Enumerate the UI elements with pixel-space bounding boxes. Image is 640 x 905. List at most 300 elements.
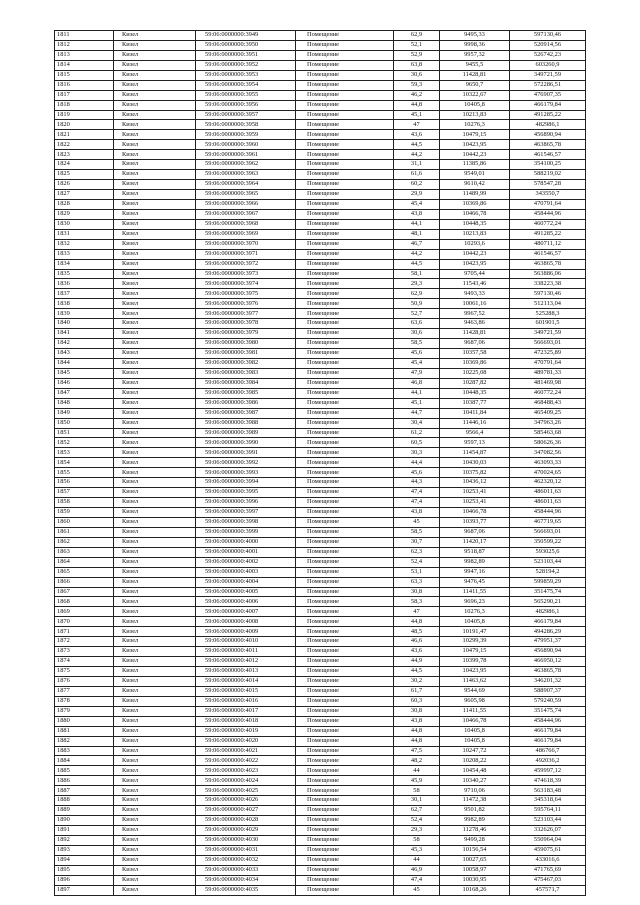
area-cell: 44,2 xyxy=(394,150,440,160)
row-number: 1842 xyxy=(55,339,114,349)
area-cell: 62,9 xyxy=(394,31,440,41)
table-row xyxy=(55,289,586,299)
city-cell: Кизел xyxy=(114,80,196,90)
table-row xyxy=(55,776,586,786)
object-type-cell: Помещение xyxy=(296,517,394,527)
city-cell: Кизел xyxy=(114,478,196,488)
table-row xyxy=(55,577,586,587)
cadastral-value-cell: 525288,3 xyxy=(510,309,586,319)
row-number: 1896 xyxy=(55,875,114,885)
table-row xyxy=(55,170,586,180)
price-per-sqm-cell: 11489,99 xyxy=(440,190,510,200)
row-number: 1883 xyxy=(55,746,114,756)
cadastral-number-cell: 59:06:0000000:3959 xyxy=(196,130,296,140)
price-per-sqm-cell: 9597,13 xyxy=(440,438,510,448)
cadastral-number-cell: 59:06:0000000:3987 xyxy=(196,408,296,418)
cadastral-number-cell: 59:06:0000000:3995 xyxy=(196,488,296,498)
row-number: 1849 xyxy=(55,408,114,418)
area-cell: 60,2 xyxy=(394,180,440,190)
price-per-sqm-cell: 10466,78 xyxy=(440,716,510,726)
object-type-cell: Помещение xyxy=(296,627,394,637)
table-row xyxy=(55,617,586,627)
cadastral-value-cell: 347963,26 xyxy=(510,418,586,428)
row-number: 1873 xyxy=(55,647,114,657)
cadastral-number-cell: 59:06:0000000:3968 xyxy=(196,219,296,229)
city-cell: Кизел xyxy=(114,170,196,180)
area-cell: 44 xyxy=(394,855,440,865)
city-cell: Кизел xyxy=(114,31,196,41)
price-per-sqm-cell: 10299,39 xyxy=(440,637,510,647)
row-number: 1852 xyxy=(55,438,114,448)
table-row xyxy=(55,468,586,478)
object-type-cell: Помещение xyxy=(296,319,394,329)
table-row xyxy=(55,229,586,239)
row-number: 1876 xyxy=(55,676,114,686)
object-type-cell: Помещение xyxy=(296,70,394,80)
object-type-cell: Помещение xyxy=(296,766,394,776)
cadastral-number-cell: 59:06:0000000:3986 xyxy=(196,398,296,408)
cadastral-number-cell: 59:06:0000000:3983 xyxy=(196,368,296,378)
area-cell: 45,4 xyxy=(394,358,440,368)
object-type-cell: Помещение xyxy=(296,259,394,269)
area-cell: 46,2 xyxy=(394,90,440,100)
city-cell: Кизел xyxy=(114,865,196,875)
city-cell: Кизел xyxy=(114,547,196,557)
cadastral-number-cell: 59:06:0000000:4002 xyxy=(196,557,296,567)
city-cell: Кизел xyxy=(114,468,196,478)
cadastral-value-cell: 461546,57 xyxy=(510,249,586,259)
cadastral-value-cell: 458444,96 xyxy=(510,716,586,726)
object-type-cell: Помещение xyxy=(296,428,394,438)
cadastral-value-cell: 351475,74 xyxy=(510,587,586,597)
price-per-sqm-cell: 10423,95 xyxy=(440,140,510,150)
table-row xyxy=(55,696,586,706)
area-cell: 47,5 xyxy=(394,746,440,756)
price-per-sqm-cell: 10430,03 xyxy=(440,458,510,468)
table-row xyxy=(55,90,586,100)
table-row xyxy=(55,746,586,756)
cadastral-number-cell: 59:06:0000000:3980 xyxy=(196,339,296,349)
cadastral-number-cell: 59:06:0000000:4030 xyxy=(196,835,296,845)
cadastral-number-cell: 59:06:0000000:3974 xyxy=(196,279,296,289)
cadastral-number-cell: 59:06:0000000:3998 xyxy=(196,517,296,527)
price-per-sqm-cell: 10423,95 xyxy=(440,259,510,269)
cadastral-value-cell: 528194,2 xyxy=(510,567,586,577)
cadastral-value-cell: 565290,21 xyxy=(510,597,586,607)
price-per-sqm-cell: 10369,86 xyxy=(440,358,510,368)
object-type-cell: Помещение xyxy=(296,289,394,299)
table-row xyxy=(55,140,586,150)
object-type-cell: Помещение xyxy=(296,617,394,627)
price-per-sqm-cell: 9650,7 xyxy=(440,80,510,90)
table-row xyxy=(55,706,586,716)
area-cell: 44,8 xyxy=(394,100,440,110)
row-number: 1890 xyxy=(55,816,114,826)
row-number: 1853 xyxy=(55,448,114,458)
object-type-cell: Помещение xyxy=(296,458,394,468)
row-number: 1869 xyxy=(55,607,114,617)
object-type-cell: Помещение xyxy=(296,696,394,706)
row-number: 1827 xyxy=(55,190,114,200)
city-cell: Кизел xyxy=(114,130,196,140)
row-number: 1881 xyxy=(55,726,114,736)
area-cell: 31,1 xyxy=(394,160,440,170)
price-per-sqm-cell: 9696,23 xyxy=(440,597,510,607)
table-row xyxy=(55,269,586,279)
city-cell: Кизел xyxy=(114,657,196,667)
price-per-sqm-cell: 10030,95 xyxy=(440,875,510,885)
row-number: 1877 xyxy=(55,686,114,696)
table-row xyxy=(55,368,586,378)
cadastral-number-cell: 59:06:0000000:4024 xyxy=(196,776,296,786)
city-cell: Кизел xyxy=(114,835,196,845)
area-cell: 44,1 xyxy=(394,388,440,398)
price-per-sqm-cell: 10156,54 xyxy=(440,845,510,855)
row-number: 1843 xyxy=(55,349,114,359)
price-per-sqm-cell: 10442,23 xyxy=(440,150,510,160)
row-number: 1834 xyxy=(55,259,114,269)
cadastral-number-cell: 59:06:0000000:4000 xyxy=(196,537,296,547)
cadastral-value-cell: 470791,64 xyxy=(510,358,586,368)
city-cell: Кизел xyxy=(114,716,196,726)
cadastral-value-cell: 492036,2 xyxy=(510,756,586,766)
cadastral-number-cell: 59:06:0000000:3958 xyxy=(196,120,296,130)
cadastral-number-cell: 59:06:0000000:3975 xyxy=(196,289,296,299)
cadastral-value-cell: 457571,7 xyxy=(510,885,586,895)
object-type-cell: Помещение xyxy=(296,249,394,259)
object-type-cell: Помещение xyxy=(296,706,394,716)
object-type-cell: Помещение xyxy=(296,776,394,786)
cadastral-value-cell: 486766,7 xyxy=(510,746,586,756)
table-row xyxy=(55,100,586,110)
object-type-cell: Помещение xyxy=(296,398,394,408)
cadastral-value-cell: 472325,89 xyxy=(510,349,586,359)
table-row xyxy=(55,766,586,776)
cadastral-value-cell: 466179,84 xyxy=(510,100,586,110)
object-type-cell: Помещение xyxy=(296,498,394,508)
cadastral-number-cell: 59:06:0000000:3950 xyxy=(196,40,296,50)
row-number: 1879 xyxy=(55,706,114,716)
table-row xyxy=(55,786,586,796)
cadastral-value-cell: 463865,78 xyxy=(510,140,586,150)
row-number: 1831 xyxy=(55,229,114,239)
city-cell: Кизел xyxy=(114,229,196,239)
city-cell: Кизел xyxy=(114,696,196,706)
price-per-sqm-cell: 9463,86 xyxy=(440,319,510,329)
area-cell: 43,8 xyxy=(394,716,440,726)
cadastral-number-cell: 59:06:0000000:3961 xyxy=(196,150,296,160)
price-per-sqm-cell: 10393,77 xyxy=(440,517,510,527)
object-type-cell: Помещение xyxy=(296,667,394,677)
object-type-cell: Помещение xyxy=(296,468,394,478)
table-row xyxy=(55,756,586,766)
object-type-cell: Помещение xyxy=(296,130,394,140)
city-cell: Кизел xyxy=(114,498,196,508)
table-row xyxy=(55,239,586,249)
city-cell: Кизел xyxy=(114,259,196,269)
row-number: 1839 xyxy=(55,309,114,319)
cadastral-number-cell: 59:06:0000000:3989 xyxy=(196,428,296,438)
city-cell: Кизел xyxy=(114,845,196,855)
area-cell: 30,2 xyxy=(394,676,440,686)
cadastral-value-cell: 523103,44 xyxy=(510,557,586,567)
object-type-cell: Помещение xyxy=(296,557,394,567)
cadastral-value-cell: 563183,48 xyxy=(510,786,586,796)
cadastral-value-cell: 486011,63 xyxy=(510,498,586,508)
price-per-sqm-cell: 10479,15 xyxy=(440,647,510,657)
city-cell: Кизел xyxy=(114,100,196,110)
city-cell: Кизел xyxy=(114,726,196,736)
area-cell: 50,9 xyxy=(394,299,440,309)
area-cell: 43,6 xyxy=(394,647,440,657)
object-type-cell: Помещение xyxy=(296,219,394,229)
price-per-sqm-cell: 11420,17 xyxy=(440,537,510,547)
object-type-cell: Помещение xyxy=(296,756,394,766)
object-type-cell: Помещение xyxy=(296,547,394,557)
price-per-sqm-cell: 10479,15 xyxy=(440,130,510,140)
table-row xyxy=(55,587,586,597)
table-row xyxy=(55,647,586,657)
row-number: 1829 xyxy=(55,209,114,219)
area-cell: 45,3 xyxy=(394,845,440,855)
cadastral-number-cell: 59:06:0000000:3985 xyxy=(196,388,296,398)
cadastral-value-cell: 456890,94 xyxy=(510,647,586,657)
object-type-cell: Помещение xyxy=(296,388,394,398)
table-row xyxy=(55,339,586,349)
city-cell: Кизел xyxy=(114,358,196,368)
price-per-sqm-cell: 11428,81 xyxy=(440,70,510,80)
city-cell: Кизел xyxy=(114,289,196,299)
cadastral-number-cell: 59:06:0000000:3954 xyxy=(196,80,296,90)
price-per-sqm-cell: 10293,6 xyxy=(440,239,510,249)
cadastral-number-cell: 59:06:0000000:3965 xyxy=(196,190,296,200)
area-cell: 45,1 xyxy=(394,110,440,120)
price-per-sqm-cell: 11411,55 xyxy=(440,587,510,597)
price-per-sqm-cell: 10375,82 xyxy=(440,468,510,478)
table-row xyxy=(55,597,586,607)
city-cell: Кизел xyxy=(114,418,196,428)
cadastral-value-cell: 456890,94 xyxy=(510,130,586,140)
price-per-sqm-cell: 10213,83 xyxy=(440,229,510,239)
object-type-cell: Помещение xyxy=(296,607,394,617)
row-number: 1880 xyxy=(55,716,114,726)
city-cell: Кизел xyxy=(114,746,196,756)
cadastral-number-cell: 59:06:0000000:3971 xyxy=(196,249,296,259)
cadastral-number-cell: 59:06:0000000:3973 xyxy=(196,269,296,279)
cadastral-number-cell: 59:06:0000000:3966 xyxy=(196,199,296,209)
cadastral-number-cell: 59:06:0000000:4025 xyxy=(196,786,296,796)
row-number: 1861 xyxy=(55,527,114,537)
object-type-cell: Помещение xyxy=(296,269,394,279)
cadastral-number-cell: 59:06:0000000:4005 xyxy=(196,587,296,597)
table-row xyxy=(55,865,586,875)
table-row xyxy=(55,299,586,309)
row-number: 1844 xyxy=(55,358,114,368)
area-cell: 52,4 xyxy=(394,816,440,826)
object-type-cell: Помещение xyxy=(296,60,394,70)
area-cell: 47 xyxy=(394,607,440,617)
object-type-cell: Помещение xyxy=(296,408,394,418)
object-type-cell: Помещение xyxy=(296,806,394,816)
cadastral-number-cell: 59:06:0000000:3969 xyxy=(196,229,296,239)
area-cell: 47,9 xyxy=(394,368,440,378)
row-number: 1871 xyxy=(55,627,114,637)
area-cell: 29,3 xyxy=(394,279,440,289)
cadastral-number-cell: 59:06:0000000:4020 xyxy=(196,736,296,746)
cadastral-number-cell: 59:06:0000000:4012 xyxy=(196,657,296,667)
table-row xyxy=(55,686,586,696)
cadastral-number-cell: 59:06:0000000:3977 xyxy=(196,309,296,319)
cadastral-value-cell: 595764,11 xyxy=(510,806,586,816)
cadastral-number-cell: 59:06:0000000:3956 xyxy=(196,100,296,110)
table-row xyxy=(55,199,586,209)
object-type-cell: Помещение xyxy=(296,736,394,746)
object-type-cell: Помещение xyxy=(296,676,394,686)
price-per-sqm-cell: 10247,72 xyxy=(440,746,510,756)
object-type-cell: Помещение xyxy=(296,40,394,50)
row-number: 1892 xyxy=(55,835,114,845)
area-cell: 44,3 xyxy=(394,478,440,488)
row-number: 1882 xyxy=(55,736,114,746)
city-cell: Кизел xyxy=(114,806,196,816)
cadastral-number-cell: 59:06:0000000:4017 xyxy=(196,706,296,716)
row-number: 1830 xyxy=(55,219,114,229)
cadastral-value-cell: 466950,12 xyxy=(510,657,586,667)
area-cell: 44,2 xyxy=(394,249,440,259)
area-cell: 44,5 xyxy=(394,667,440,677)
row-number: 1835 xyxy=(55,269,114,279)
cadastral-value-cell: 550964,04 xyxy=(510,835,586,845)
cadastral-value-cell: 476907,35 xyxy=(510,90,586,100)
cadastral-number-cell: 59:06:0000000:3979 xyxy=(196,329,296,339)
price-per-sqm-cell: 10357,58 xyxy=(440,349,510,359)
table-row xyxy=(55,418,586,428)
cadastral-value-cell: 566693,01 xyxy=(510,527,586,537)
area-cell: 62,9 xyxy=(394,289,440,299)
cadastral-number-cell: 59:06:0000000:4003 xyxy=(196,567,296,577)
table-row xyxy=(55,478,586,488)
row-number: 1894 xyxy=(55,855,114,865)
cadastral-number-cell: 59:06:0000000:3976 xyxy=(196,299,296,309)
cadastral-value-cell: 603260,9 xyxy=(510,60,586,70)
city-cell: Кизел xyxy=(114,617,196,627)
table-row xyxy=(55,31,586,41)
object-type-cell: Помещение xyxy=(296,786,394,796)
area-cell: 58,3 xyxy=(394,597,440,607)
object-type-cell: Помещение xyxy=(296,657,394,667)
city-cell: Кизел xyxy=(114,438,196,448)
price-per-sqm-cell: 11428,81 xyxy=(440,329,510,339)
row-number: 1854 xyxy=(55,458,114,468)
cadastral-value-cell: 474618,39 xyxy=(510,776,586,786)
cadastral-value-cell: 585463,68 xyxy=(510,428,586,438)
object-type-cell: Помещение xyxy=(296,845,394,855)
object-type-cell: Помещение xyxy=(296,527,394,537)
city-cell: Кизел xyxy=(114,388,196,398)
cadastral-number-cell: 59:06:0000000:4008 xyxy=(196,617,296,627)
area-cell: 52,1 xyxy=(394,40,440,50)
cadastral-value-cell: 462320,12 xyxy=(510,478,586,488)
area-cell: 58 xyxy=(394,835,440,845)
area-cell: 58,5 xyxy=(394,527,440,537)
area-cell: 52,9 xyxy=(394,50,440,60)
area-cell: 47,4 xyxy=(394,875,440,885)
table-row xyxy=(55,835,586,845)
cadastral-value-cell: 523103,44 xyxy=(510,816,586,826)
cadastral-number-cell: 59:06:0000000:4027 xyxy=(196,806,296,816)
cadastral-number-cell: 59:06:0000000:3955 xyxy=(196,90,296,100)
price-per-sqm-cell: 10276,3 xyxy=(440,120,510,130)
area-cell: 48,1 xyxy=(394,229,440,239)
price-per-sqm-cell: 9687,06 xyxy=(440,339,510,349)
row-number: 1858 xyxy=(55,498,114,508)
area-cell: 46,9 xyxy=(394,865,440,875)
city-cell: Кизел xyxy=(114,517,196,527)
area-cell: 63,6 xyxy=(394,319,440,329)
row-number: 1864 xyxy=(55,557,114,567)
table-row xyxy=(55,120,586,130)
cadastral-number-cell: 59:06:0000000:4028 xyxy=(196,816,296,826)
area-cell: 30,1 xyxy=(394,796,440,806)
area-cell: 45,4 xyxy=(394,199,440,209)
row-number: 1885 xyxy=(55,766,114,776)
object-type-cell: Помещение xyxy=(296,448,394,458)
cadastral-value-cell: 351475,74 xyxy=(510,706,586,716)
table-row xyxy=(55,378,586,388)
cadastral-value-cell: 486011,63 xyxy=(510,488,586,498)
cadastral-value-cell: 466179,84 xyxy=(510,736,586,746)
row-number: 1866 xyxy=(55,577,114,587)
cadastral-number-cell: 59:06:0000000:4029 xyxy=(196,826,296,836)
area-cell: 44,5 xyxy=(394,140,440,150)
city-cell: Кизел xyxy=(114,488,196,498)
cadastral-value-cell: 566693,01 xyxy=(510,339,586,349)
area-cell: 46,7 xyxy=(394,239,440,249)
area-cell: 45,6 xyxy=(394,468,440,478)
cadastral-value-cell: 433016,6 xyxy=(510,855,586,865)
price-per-sqm-cell: 9499,28 xyxy=(440,835,510,845)
row-number: 1889 xyxy=(55,806,114,816)
row-number: 1819 xyxy=(55,110,114,120)
object-type-cell: Помещение xyxy=(296,488,394,498)
city-cell: Кизел xyxy=(114,190,196,200)
cadastral-value-cell: 467719,65 xyxy=(510,517,586,527)
cadastral-value-cell: 593025,6 xyxy=(510,547,586,557)
price-per-sqm-cell: 10287,82 xyxy=(440,378,510,388)
area-cell: 59,3 xyxy=(394,80,440,90)
area-cell: 47,4 xyxy=(394,488,440,498)
area-cell: 44,9 xyxy=(394,657,440,667)
row-number: 1833 xyxy=(55,249,114,259)
object-type-cell: Помещение xyxy=(296,865,394,875)
row-number: 1859 xyxy=(55,508,114,518)
area-cell: 63,3 xyxy=(394,577,440,587)
table-row xyxy=(55,428,586,438)
row-number: 1855 xyxy=(55,468,114,478)
table-row xyxy=(55,875,586,885)
object-type-cell: Помещение xyxy=(296,378,394,388)
table-row xyxy=(55,398,586,408)
cadastral-number-cell: 59:06:0000000:3984 xyxy=(196,378,296,388)
city-cell: Кизел xyxy=(114,110,196,120)
cadastral-number-cell: 59:06:0000000:3982 xyxy=(196,358,296,368)
object-type-cell: Помещение xyxy=(296,597,394,607)
cadastral-number-cell: 59:06:0000000:3963 xyxy=(196,170,296,180)
object-type-cell: Помещение xyxy=(296,716,394,726)
table-row xyxy=(55,110,586,120)
cadastral-number-cell: 59:06:0000000:4031 xyxy=(196,845,296,855)
city-cell: Кизел xyxy=(114,597,196,607)
